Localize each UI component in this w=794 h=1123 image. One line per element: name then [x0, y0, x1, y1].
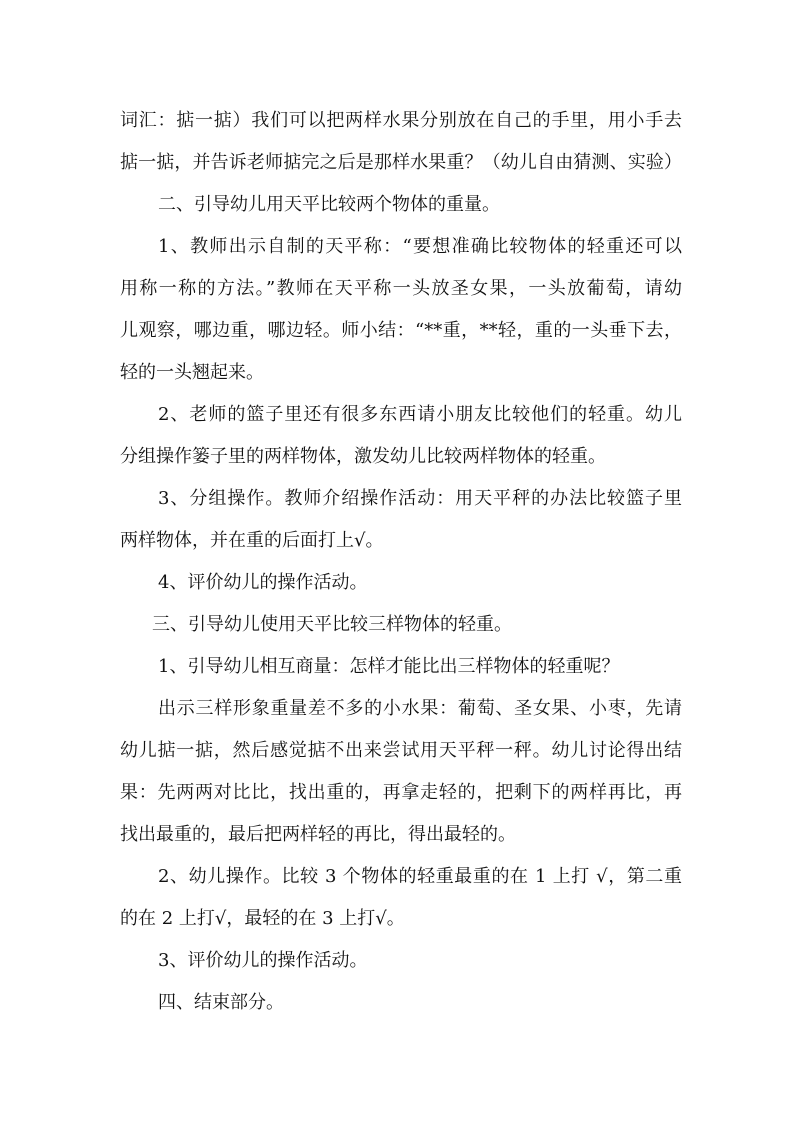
- text-line: 出示三样形象重量差不多的小水果：葡萄、圣女果、小枣，先请: [158, 698, 682, 719]
- text-line: 幼儿掂一掂，然后感觉掂不出来尝试用天平秤一秤。幼儿讨论得出结: [120, 740, 682, 761]
- text-line: 1、教师出示自制的天平称：“要想准确比较物体的轻重还可以: [158, 236, 682, 257]
- text-line: 找出最重的，最后把两样轻的再比，得出最轻的。: [120, 824, 516, 845]
- document-body: [120, 100, 682, 1024]
- text-line: 1、引导幼儿相互商量：怎样才能比出三样物体的轻重呢？: [158, 656, 620, 677]
- text-line: 分组操作篓子里的两样物体，激发幼儿比较两样物体的轻重。: [120, 446, 606, 467]
- text-line: 掂一掂，并告诉老师掂完之后是那样水果重？（幼儿自由猜测、实验）: [120, 152, 682, 173]
- text-line: 两样物体，并在重的后面打上√。: [120, 530, 384, 551]
- section-heading: 四、结束部分。: [158, 992, 284, 1013]
- text-line: 儿观察，哪边重，哪边轻。师小结：“**重，**轻，重的一头垂下去，: [120, 320, 682, 341]
- text-line: 词汇：掂一掂）我们可以把两样水果分别放在自己的手里，用小手去: [120, 110, 682, 131]
- text-line: 2、幼儿操作。比较 3 个物体的轻重最重的在 1 上打 √，第二重: [158, 866, 682, 887]
- text-line: 果：先两两对比比，找出重的，再拿走轻的，把剩下的两样再比，再: [120, 782, 682, 803]
- text-line: 用称一称的方法。”教师在天平称一头放圣女果，一头放葡萄，请幼: [120, 278, 682, 299]
- text-line: 4、评价幼儿的操作活动。: [158, 572, 368, 593]
- text-line: 3、分组操作。教师介绍操作活动：用天平秤的办法比较篮子里: [158, 488, 682, 509]
- section-heading: 二、引导幼儿用天平比较两个物体的重量。: [158, 194, 500, 215]
- text-line: 轻的一头翘起来。: [120, 362, 264, 383]
- text-line: 2、老师的篮子里还有很多东西请小朋友比较他们的轻重。幼儿: [158, 404, 682, 425]
- section-heading: 三、引导幼儿使用天平比较三样物体的轻重。: [152, 614, 512, 635]
- text-line: 3、评价幼儿的操作活动。: [158, 950, 368, 971]
- text-line: 的在 2 上打√，最轻的在 3 上打√。: [120, 908, 405, 929]
